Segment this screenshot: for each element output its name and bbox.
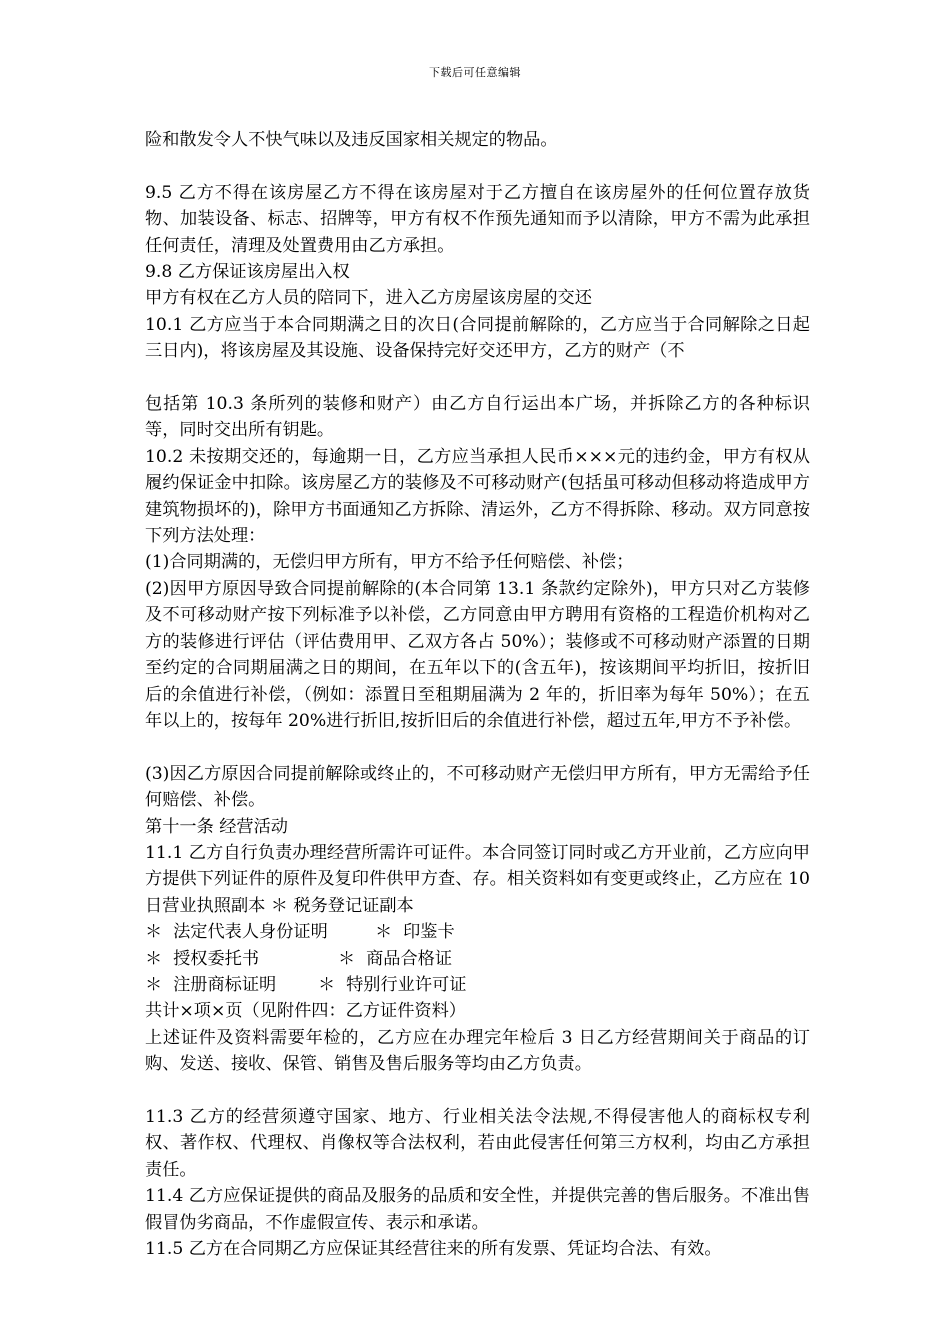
certificate-item: ＊ 授权委托书: [145, 948, 260, 969]
paragraph-10-1: 10.1 乙方应当于本合同期满之日的次日(合同提前解除的，乙方应当于合同解除之日起三日内)，将该房屋及其设施、设备保持完好交还甲方，乙方的财产（不: [145, 314, 810, 362]
paragraph: 共计×项×页（见附件四：乙方证件资料）: [145, 1001, 466, 1022]
paragraph: 上述证件及资料需要年检的，乙方应在办理完年检后 3 日乙方经营期间关于商品的订购、发送、接收、保管、销售及售后服务等均由乙方负责。: [145, 1027, 810, 1075]
blank-line: [145, 1078, 810, 1104]
paragraph-9-5: 9.5 乙方不得在该房屋乙方不得在该房屋对于乙方擅自在该房屋外的任何位置存放货物、加装设备、标志、招牌等，甲方有权不作预先通知而予以清除，甲方不需为此承担任何责任，清理及处置费用由乙方承担。: [145, 182, 810, 256]
paragraph-item-3: (3)因乙方原因合同提前解除或终止的，不可移动财产无偿归甲方所有，甲方无需给予任何赔偿、补偿。: [145, 763, 810, 811]
paragraph-item-2: (2)因甲方原因导致合同提前解除的(本合同第 13.1 条款约定除外)，甲方只对乙方装修及不可移动财产按下列标准予以补偿，乙方同意由甲方聘用有资格的工程造价机构对乙方的装修进行评估（评估费用甲、乙双方各占 50%）；装修或不可移动财产添置的日期至约定的合同期届满之日的期间，在五年以下的(含五年)，按该期间平均折旧，按折旧后的余值进行补偿，（例如：添置日至租期届满为 2 年的，折旧率为每年 50%）；在五年以上的，按每年 20%进行折旧,按折旧后的余值进行补偿，超过五年,甲方不予补偿。: [145, 578, 810, 731]
page-header: 下载后可任意编辑: [429, 66, 521, 79]
blank-line: [145, 734, 810, 760]
paragraph: 甲方有权在乙方人员的陪同下，进入乙方房屋该房屋的交还: [145, 288, 592, 309]
paragraph-11-5: 11.5 乙方在合同期乙方应保证其经营往来的所有发票、凭证均合法、有效。: [145, 1239, 722, 1259]
paragraph: 包括第 10.3 条所列的装修和财产）由乙方自行运出本广场，并拆除乙方的各种标识等，同时交出所有钥匙。: [145, 394, 810, 441]
paragraph-11-3: 11.3 乙方的经营须遵守国家、地方、行业相关法令法规,不得侵害他人的商标权专利权、著作权、代理权、肖像权等合法权利，若由此侵害任何第三方权利，均由乙方承担责任。: [145, 1106, 810, 1180]
certificate-item: ＊ 注册商标证明: [145, 974, 277, 995]
certificate-item: ＊ 印鉴卡: [375, 922, 455, 943]
document-body: [145, 127, 810, 1262]
certificate-row: [145, 919, 810, 945]
blank-line: [145, 365, 810, 391]
certificate-row: [145, 972, 810, 998]
certificate-item: ＊ 特别行业许可证: [318, 974, 467, 995]
certificate-item: ＊ 商品合格证: [338, 948, 453, 969]
certificate-item: ＊ 法定代表人身份证明: [145, 922, 328, 943]
paragraph-item-1: (1)合同期满的，无偿归甲方所有，甲方不给予任何赔偿、补偿；: [145, 552, 634, 573]
paragraph-9-8: 9.8 乙方保证该房屋出入权: [145, 262, 350, 283]
paragraph-11-1: 11.1 乙方自行负责办理经营所需许可证件。本合同签订同时或乙方开业前，乙方应向甲方提供下列证件的原件及复印件供甲方查、存。相关资料如有变更或终止，乙方应在 10 日营业执照副本 ＊ 税务登记证副本: [145, 842, 810, 916]
paragraph: 险和散发令人不快气味以及违反国家相关规定的物品。: [145, 130, 558, 150]
paragraph-11-4: 11.4 乙方应保证提供的商品及服务的品质和安全性，并提供完善的售后服务。不准出售假冒伪劣商品，不作虚假宣传、表示和承诺。: [145, 1186, 810, 1233]
paragraph-10-2: 10.2 未按期交还的，每逾期一日，乙方应当承担人民币×××元的违约金，甲方有权从履约保证金中扣除。该房屋乙方的装修及不可移动财产(包括虽可移动但移动将造成甲方建筑物损坏的)，除甲方书面通知乙方拆除、清运外，乙方不得拆除、移动。双方同意按下列方法处理：: [145, 446, 810, 547]
certificate-row: [145, 946, 810, 972]
article-11-heading: 第十一条 经营活动: [145, 816, 288, 837]
blank-line: [145, 153, 810, 179]
